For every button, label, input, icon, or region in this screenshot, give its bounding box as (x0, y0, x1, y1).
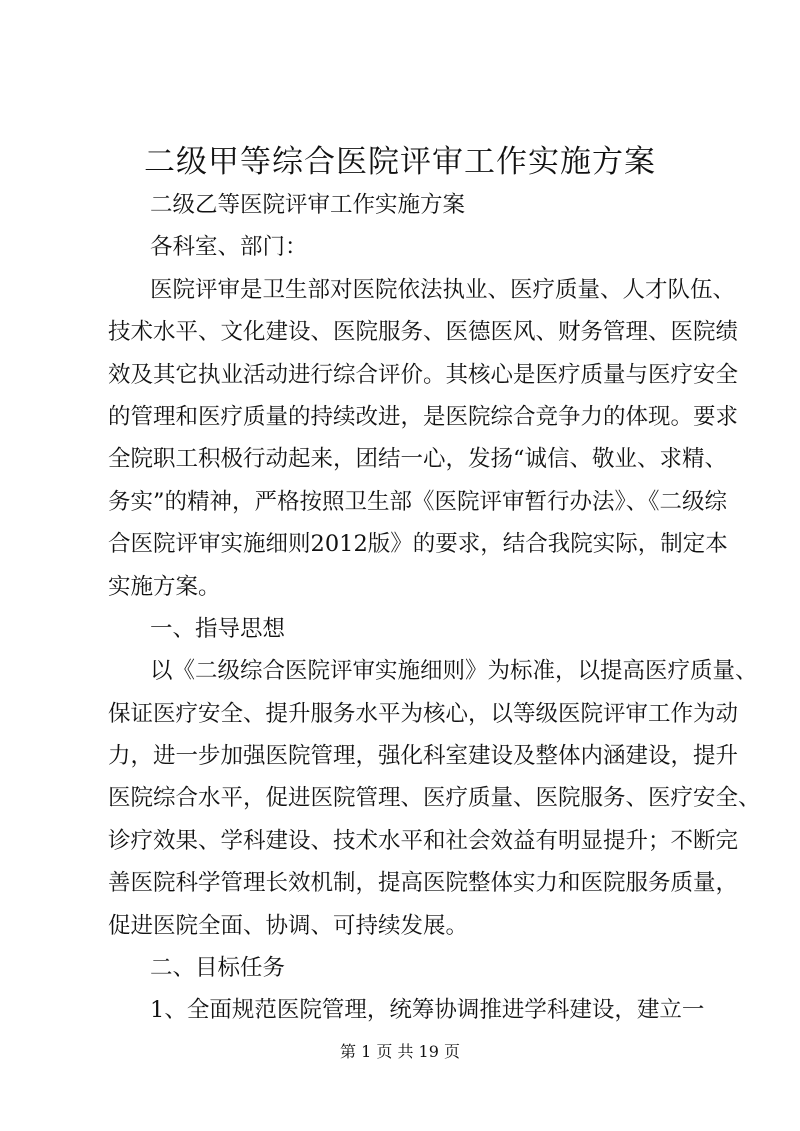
body-line: 技术水平、文化建设、医院服务、医德医风、财务管理、医院绩 (108, 319, 739, 346)
body-line: 保证医疗安全、提升服务水平为核心，以等级医院评审工作为动 (108, 700, 739, 727)
body-line: 二、目标任务 (150, 955, 286, 982)
body-line: 各科室、部门： (150, 234, 308, 261)
page-footer: 第 1 页 共 19 页 (340, 1042, 460, 1061)
body-line: 促进医院全面、协调、可持续发展。 (108, 912, 469, 939)
body-line: 医院综合水平，促进医院管理、医疗质量、医院服务、医疗安全、 (108, 785, 761, 812)
body-line: 务实”的精神，严格按照卫生部《医院评审暂行办法》、《二级综 (108, 488, 728, 515)
body-line: 效及其它执业活动进行综合评价。其核心是医疗质量与医疗安全 (108, 361, 739, 388)
body-line: 1、全面规范医院管理，统筹协调推进学科建设，建立一 (150, 997, 705, 1024)
document-body (108, 184, 761, 1032)
body-line: 合医院评审实施细则2012版》的要求，结合我院实际，制定本 (108, 531, 728, 558)
body-line: 力，进一步加强医院管理，强化科室建设及整体内涵建设，提升 (108, 743, 739, 770)
body-line: 以《二级综合医院评审实施细则》为标准，以提高医疗质量、 (150, 658, 758, 685)
body-line: 实施方案。 (108, 573, 221, 600)
body-line: 全院职工积极行动起来，团结一心，发扬“诚信、敬业、求精、 (108, 446, 728, 473)
body-line: 诊疗效果、学科建设、技术水平和社会效益有明显提升；不断完 (108, 827, 739, 854)
body-line: 医院评审是卫生部对医院依法执业、医疗质量、人才队伍、 (150, 276, 736, 303)
body-line: 善医院科学管理长效机制，提高医院整体实力和医院服务质量， (108, 870, 739, 897)
body-line: 的管理和医疗质量的持续改进，是医院综合竞争力的体现。要求 (108, 403, 739, 430)
body-line: 一、指导思想 (150, 615, 286, 642)
body-line: 二级乙等医院评审工作实施方案 (150, 192, 466, 218)
document-title: 二级甲等综合医院评审工作实施方案 (144, 144, 656, 180)
